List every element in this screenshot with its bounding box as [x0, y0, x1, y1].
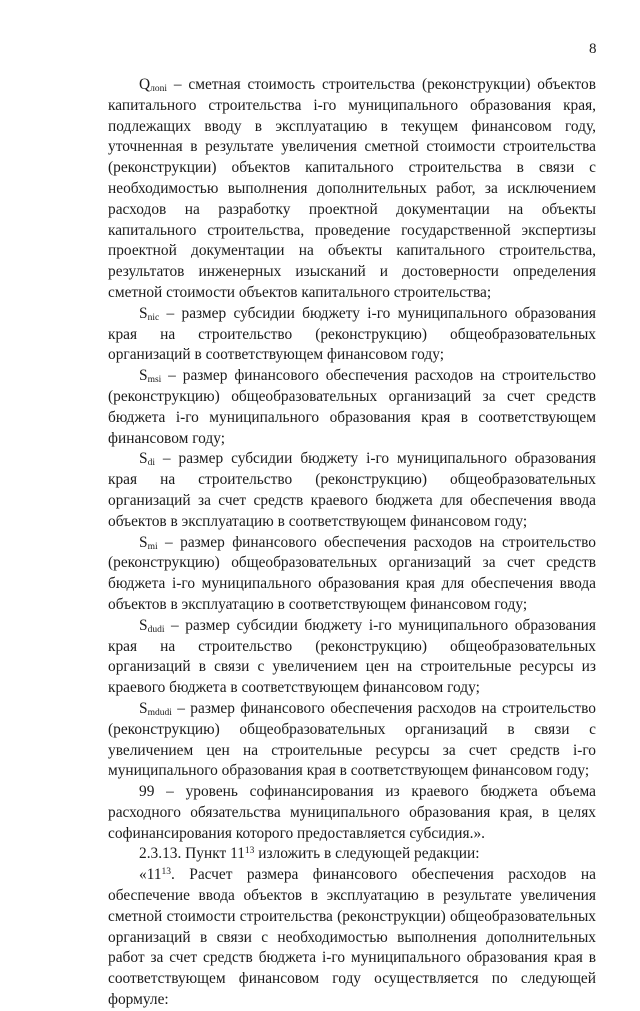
page-number: 8: [589, 41, 597, 57]
paragraph-s-di: [108, 449, 596, 532]
symbol: S: [139, 304, 148, 322]
symbol-subscript: nic: [147, 312, 160, 323]
paragraph-s-msi: [108, 366, 596, 449]
paragraph-text: – размер субсидии бюджету i-го муниципального образования края на строительство (реконструкцию) общеобразовательных организаций в соответствующем финансовом году;: [108, 304, 596, 364]
paragraph-cofinancing-level: [108, 782, 596, 844]
symbol: S: [139, 533, 148, 551]
paragraph-text: . Расчет размера финансового обеспечения расходов на обеспечение ввода объектов в эксплуатацию в результате увеличения сметной стоимости строительства (реконструкции) общеобразовательных организаций в связи с необходимостью выполнения дополнительных работ за счет средств бюджета i-го муниципального образования края в соответствующем финансовом году осуществляется по следующей формуле:: [108, 866, 596, 1009]
paragraph-s-mi: [108, 533, 596, 616]
paragraph-text: 99 – уровень софинансирования из краевого бюджета объема расходного обязательства муниципального образования края, в целях софинансирования которого предоставляется субсидия.».: [108, 783, 596, 842]
paragraph-q-loni: [108, 75, 596, 304]
paragraph-text: – сметная стоимость строительства (реконструкции) объектов капитального строительства i-го муниципального образования края, подлежащих вводу в эксплуатацию в текущем финансовом году, уточненная в результате увеличения сметной стоимости строительства (реконструкции) объектов капитального строительства в связи с необходимостью выполнения дополнительных работ, за исключением расходов на разработку проектной документации на объекты капитального строительства, проведение государственной экспертизы проектной документации на объекты капитального строительства, результатов инженерных изысканий и достоверности определения сметной стоимости объектов капитального строительства;: [108, 76, 596, 301]
paragraph-text: – размер субсидии бюджету i-го муниципального образования края на строительство (реконструкцию) общеобразовательных организаций за счет средств краевого бюджета для обеспечения ввода объектов в эксплуатацию в соответствующем финансовом году;: [108, 450, 596, 530]
superscript: 13: [161, 867, 172, 878]
symbol: Q: [139, 76, 151, 93]
symbol: S: [139, 367, 148, 385]
superscript: 13: [244, 846, 255, 857]
paragraph-s-dudi: [108, 616, 596, 699]
paragraph-item-11-13: [108, 865, 596, 1011]
paragraph-text: – размер финансового обеспечения расходов на строительство (реконструкцию) общеобразовательных организаций за счет средств бюджета i-го муниципального образования края для обеспечения ввода объектов в эксплуатацию в соответствующем финансовом году;: [108, 533, 596, 613]
symbol-subscript: di: [147, 458, 155, 469]
paragraph-item-2-3-13: [108, 844, 596, 865]
symbol: S: [139, 616, 148, 634]
symbol-subscript: dudi: [147, 624, 165, 635]
paragraph-prefix: «11: [139, 866, 162, 884]
document-body: [108, 75, 596, 1011]
paragraph-s-mdudi: [108, 699, 596, 782]
symbol: S: [139, 699, 148, 717]
paragraph-text: – размер финансового обеспечения расходов на строительство (реконструкцию) общеобразовательных организаций в связи с увеличением цен на строительные ресурсы за счет средств i-го муниципального образования края в соответствующем финансовом году;: [108, 699, 596, 780]
symbol-subscript: msi: [147, 375, 162, 386]
paragraph-s-nic: [108, 304, 596, 366]
paragraph-prefix: 2.3.13. Пункт 11: [139, 845, 245, 863]
paragraph-text: изложить в следующей редакции:: [254, 845, 480, 863]
paragraph-text: – размер субсидии бюджету i-го муниципального образования края на строительство (реконструкцию) общеобразовательных организаций в связи с увеличением цен на строительные ресурсы из краевого бюджета в соответствующем финансовом году;: [108, 616, 596, 697]
symbol-subscript: mi: [147, 541, 158, 552]
paragraph-text: – размер финансового обеспечения расходов на строительство (реконструкцию) общеобразовательных организаций за счет средств бюджета i-го муниципального образования края в соответствующем финансовом году;: [108, 367, 596, 447]
symbol-subscript: лоni: [150, 84, 168, 94]
symbol: S: [139, 450, 148, 468]
symbol-subscript: mdudi: [147, 707, 172, 718]
